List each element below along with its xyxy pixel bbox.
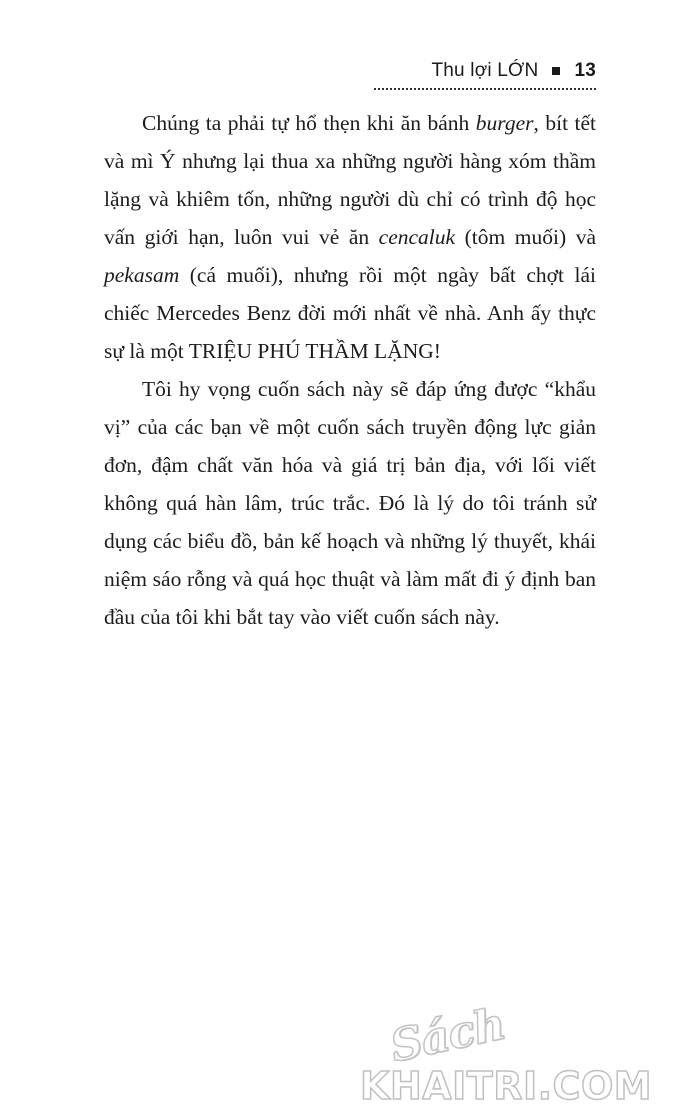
paragraph	[104, 370, 596, 636]
running-header	[431, 60, 596, 82]
watermark-script: Sách	[385, 998, 510, 1073]
text-run: Chúng ta phải tự hổ thẹn khi ăn bánh	[142, 111, 476, 135]
dotted-rule	[374, 88, 596, 90]
page-number: 13	[574, 60, 596, 81]
text-run: Tôi hy vọng cuốn sách này sẽ đáp ứng được “khẩu vị” của các bạn về một cuốn sách truyền động lực giản đơn, đậm chất văn hóa và giá trị bản địa, với lối viết không quá hàn lâm, trúc trắc. Đó là lý do tôi tránh sử dụng các biểu đồ, bản kế hoạch và những lý thuyết, khái niệm sáo rỗng và quá học thuật và làm mất đi ý định ban đầu của tôi khi bắt tay vào viết cuốn sách này.	[104, 377, 596, 629]
watermark-brand: KHAITRI.COM	[360, 1064, 653, 1108]
italic-term: cencaluk	[378, 225, 456, 249]
text-run: (cá muối), nhưng rồi một ngày bất chợt lái chiếc Mercedes Benz đời mới nhất về nhà. Anh ấy thực sự là một TRIỆU PHÚ THẦM LẶNG!	[104, 263, 596, 363]
paragraph	[104, 104, 596, 370]
text-run: , bít tết và mì Ý nhưng lại thua xa những người hàng xóm thầm lặng và khiêm tốn, những người dù chỉ có trình độ học vấn giới hạn, luôn vui vẻ ăn	[104, 111, 597, 249]
book-title: Thu lợi LỚN	[431, 60, 539, 81]
body-text	[104, 104, 596, 636]
italic-term: burger	[475, 111, 534, 135]
square-bullet-icon	[552, 67, 560, 75]
text-run: (tôm muối) và	[455, 225, 596, 249]
watermark-logo	[360, 998, 690, 1120]
italic-term: pekasam	[104, 263, 180, 287]
